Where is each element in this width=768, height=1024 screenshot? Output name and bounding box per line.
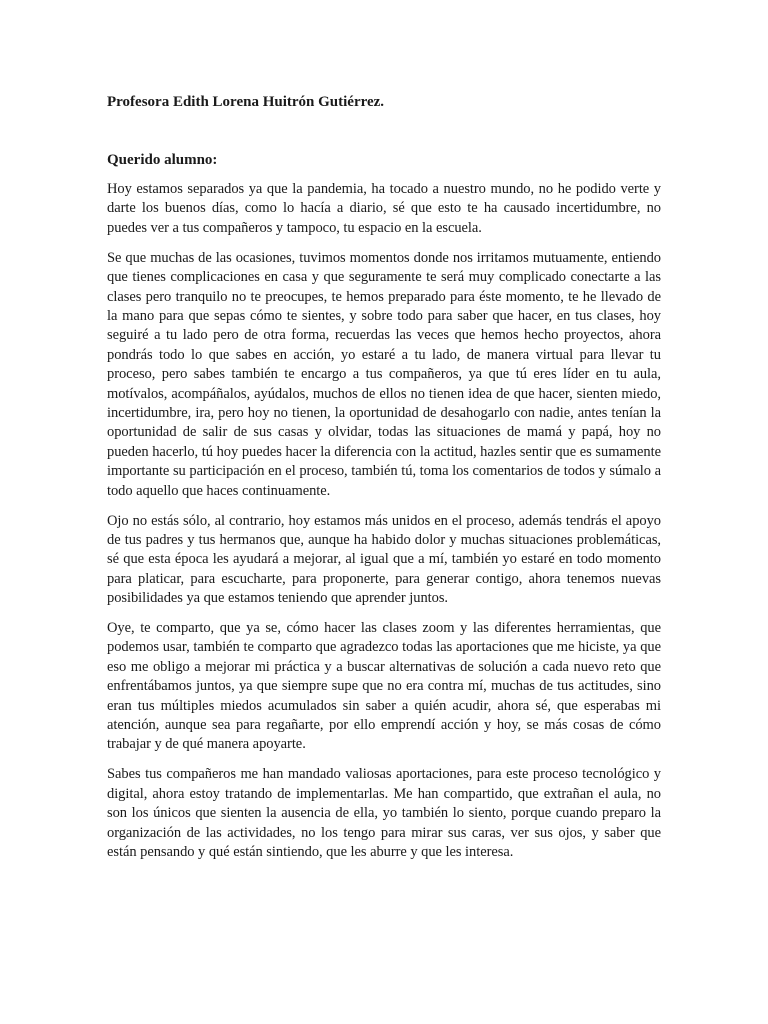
paragraph: Oye, te comparto, que ya se, cómo hacer las clases zoom y las diferentes herramientas, que podemos usar, también te comparto que agradezco todas las aportaciones que me hiciste, ya que eso me obligo a mejorar mi práctica y a buscar alternativas de solución a cada nuevo reto que enfrentábamos juntos, ya que siempre supe que no era contra mí, muchas de tus actitudes, sino eran tus múltiples miedos acumulados sin saber a quién acudir, ahora sé, que esperabas mi atención, aunque sea para regañarte, por ello emprendí acción y hoy, se más cosas de cómo trabajar y de qué manera apoyarte. bbox=[107, 620, 661, 753]
paragraph: Ojo no estás sólo, al contrario, hoy estamos más unidos en el proceso, además tendrás el apoyo de tus padres y tus hermanos que, aunque ha habido dolor y muchas situaciones problemáticas, sé que esta época les ayudará a mejorar, al igual que a mí, también yo estaré en todo momento para platicar, para escucharte, para proponerte, para generar contigo, ahora tenemos nuevas posibilidades ya que estamos teniendo que aprender juntos. bbox=[107, 512, 661, 607]
paragraph: Sabes tus compañeros me han mandado valiosas aportaciones, para este proceso tecnológico y digital, ahora estoy tratando de implementarlas. Me han compartido, que extrañan el aula, no son los únicos que sienten la ausencia de ella, yo también lo siento, porque cuando preparo la organización de las actividades, no los tengo para mirar sus caras, ver sus ojos, y saber que están pensando y qué están sintiendo, que les aburre y que les interesa. bbox=[107, 766, 661, 860]
paragraph: Hoy estamos separados ya que la pandemia, ha tocado a nuestro mundo, no he podido verte y darte los buenos días, como lo hacía a diario, sé que esto te ha causado incertidumbre, no puedes ver a tus compañeros y tampoco, tu espacio en la escuela. bbox=[107, 181, 661, 236]
author-line: Profesora Edith Lorena Huitrón Gutiérrez. bbox=[107, 94, 385, 110]
letter-body bbox=[107, 180, 661, 873]
salutation: Querido alumno: bbox=[107, 152, 218, 168]
paragraph: Se que muchas de las ocasiones, tuvimos momentos donde nos irritamos mutuamente, entiendo que tienes complicaciones en casa y que seguramente te será muy complicado conectarte a las clases pero tranquilo no te preocupes, te hemos preparado para éste momento, te he llevado de la mano para que sepas cómo te sientes, y sobre todo para saber que hacer, en tus clases, hoy seguiré a tu lado pero de otra forma, recuerdas las veces que hemos hecho proyectos, ahora pondrás todo lo que sabes en acción, yo estaré a tu lado, de manera virtual para llevar tu proceso, pero sabes también te encargo a tus compañeros, ya que tú eres líder en tu aula, motívalos, acompáñalos, ayúdalos, muchos de ellos no tienen idea de que hacer, sienten miedo, incertidumbre, ira, pero hoy no tienen, la oportunidad de desahogarlo con nadie, antes tenían la oportunidad de salir de sus casas y olvidar, todas las situaciones de mamá y papá, hoy no pueden hacerlo, tú hoy puedes hacer la diferencia con la actitud, hazles sentir que es sumamente importante su participación en el proceso, también tú, toma los comentarios de todos y súmalo a todo aquello que haces continuamente. bbox=[107, 249, 661, 499]
